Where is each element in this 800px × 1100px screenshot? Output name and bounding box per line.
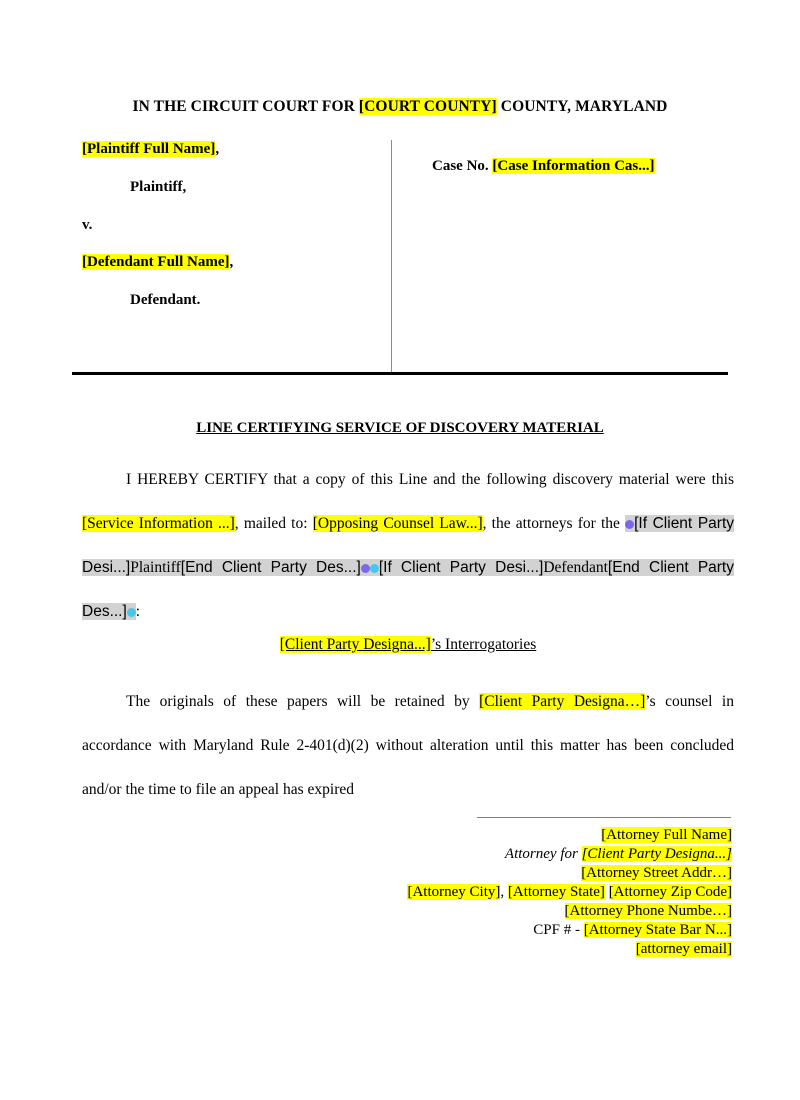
attorney-bar-number-field[interactable]: [Attorney State Bar N...]: [583, 922, 732, 938]
attorney-phone-field[interactable]: [Attorney Phone Numbe…]: [564, 903, 732, 919]
cpf-label: CPF # -: [533, 922, 584, 938]
caption-vertical-divider: [391, 140, 392, 372]
attorney-email-line: [380, 940, 732, 959]
document-heading: LINE CERTIFYING SERVICE OF DISCOVERY MATERIAL: [196, 420, 604, 436]
plaintiff-name-comma: ,: [215, 141, 220, 157]
discovery-material-line: [82, 632, 734, 658]
interrogatories-suffix: ’s Interrogatories: [430, 636, 537, 653]
city-state-separator: ,: [500, 884, 508, 900]
conditional-marker-cyan-end-icon: [127, 608, 136, 617]
conditional-defendant-close-tag[interactable]: [End Client Party Des...]: [82, 559, 734, 620]
attorney-for-label: Attorney for: [504, 846, 582, 862]
signature-rule: [477, 817, 731, 818]
versus-label: v.: [82, 216, 93, 233]
attorney-city-state-zip-line: [380, 883, 732, 902]
attorney-email-field[interactable]: [attorney email]: [635, 941, 732, 957]
originals-retention-text: [82, 680, 734, 812]
originals-lead-text: The originals of these papers will be retained by: [126, 693, 480, 710]
case-no-label: Case No.: [432, 158, 493, 174]
conditional-marker-purple-end-icon: [361, 564, 370, 573]
attorney-for-client-field[interactable]: [Client Party Designa...]: [581, 846, 732, 862]
conditional-plaintiff-close-tag[interactable]: [End Client Party Des...]: [180, 559, 361, 576]
conditional-plaintiff-value: Plaintiff: [130, 559, 181, 576]
conditional-marker-purple-icon: [625, 520, 634, 529]
attorney-name-line: [380, 826, 732, 845]
attorney-street-field[interactable]: [Attorney Street Addr…]: [581, 865, 732, 881]
conditional-marker-cyan-icon: [370, 564, 379, 573]
defendant-name-comma: ,: [229, 254, 234, 271]
certification-lead-text: I HEREBY CERTIFY that a copy of this Line and the following discovery material were this: [126, 471, 734, 488]
case-number-field[interactable]: [Case Information Cas...]: [492, 158, 655, 174]
certification-paragraph: [82, 458, 734, 634]
court-title-suffix: COUNTY, MARYLAND: [496, 98, 668, 115]
attorney-zip-field[interactable]: [Attorney Zip Code]: [608, 884, 732, 900]
signature-block: [380, 826, 732, 959]
defendant-role-label: Defendant.: [130, 292, 201, 308]
plaintiff-name-row: [82, 140, 382, 159]
attorney-state-field[interactable]: [Attorney State]: [507, 884, 605, 900]
after-service-text: , mailed to:: [234, 515, 313, 532]
caption-horizontal-rule: [72, 372, 728, 375]
conditional-defendant-open-tag[interactable]: [If Client Party Desi...]: [378, 559, 544, 576]
certification-paragraph-text: [82, 458, 734, 634]
attorney-cpf-line: [380, 921, 732, 940]
certification-trailing-colon: :: [135, 603, 141, 620]
opposing-counsel-field[interactable]: [Opposing Counsel Law...]: [312, 515, 483, 532]
court-title: [0, 98, 800, 116]
originals-retention-paragraph: [82, 680, 734, 812]
defendant-name-row: [82, 253, 382, 272]
case-number-row: [432, 158, 732, 175]
plaintiff-role-label: Plaintiff,: [130, 178, 187, 195]
defendant-name-field[interactable]: [Defendant Full Name]: [82, 254, 230, 271]
originals-trailing-text: ’s counsel in accordance with Maryland Rule 2-401(d)(2) without alteration until this matter has been concluded and/or the time to file an appeal has expired: [82, 693, 734, 798]
originals-client-field[interactable]: [Client Party Designa…]: [479, 693, 646, 710]
plaintiff-name-field[interactable]: [Plaintiff Full Name]: [82, 141, 216, 157]
court-county-field[interactable]: [COURT COUNTY]: [358, 98, 497, 115]
attorney-name-field[interactable]: [Attorney Full Name]: [601, 827, 732, 843]
caption-block: [72, 140, 728, 380]
court-title-prefix: IN THE CIRCUIT COURT FOR: [132, 98, 359, 115]
after-opposing-text: , the attorneys for the: [482, 515, 626, 532]
service-information-field[interactable]: [Service Information ...]: [82, 515, 235, 532]
conditional-plaintiff-open-tag[interactable]: [If Client Party Desi...]: [82, 515, 735, 576]
attorney-city-field[interactable]: [Attorney City]: [407, 884, 501, 900]
caption-parties: [82, 140, 382, 329]
interrogatories-client-field[interactable]: [Client Party Designa...]: [279, 636, 431, 653]
attorney-street-line: [380, 864, 732, 883]
attorney-phone-line: [380, 902, 732, 921]
attorney-for-line: [380, 845, 732, 864]
conditional-defendant-value: Defendant: [543, 559, 608, 576]
